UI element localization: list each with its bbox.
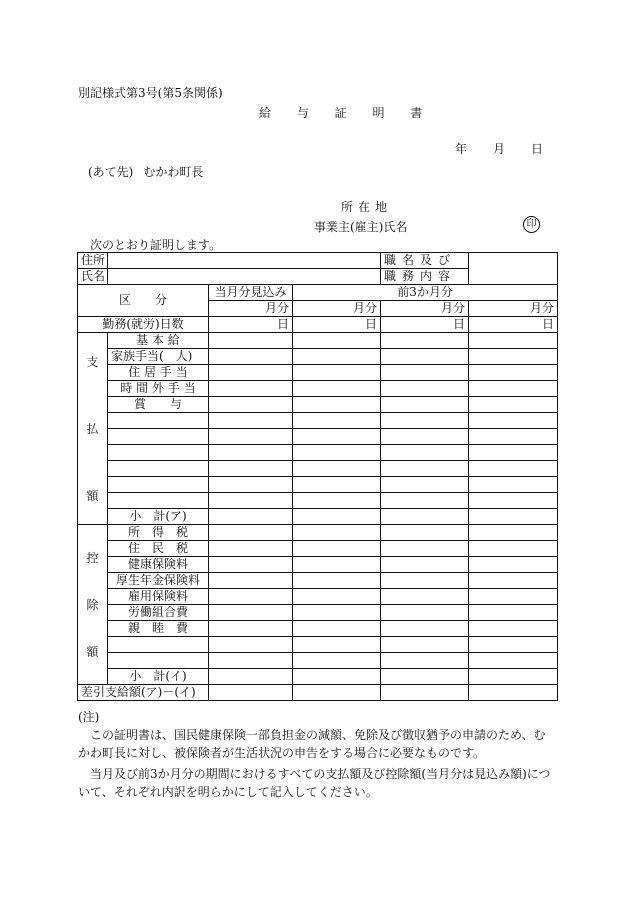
- prev3-header: 前3か月分: [293, 285, 558, 301]
- current-month-header: 当月分見込み: [209, 285, 293, 301]
- addressee-label: (あて先): [88, 165, 134, 179]
- deduction-item-label: 健康保険料: [108, 557, 209, 573]
- deduction-item-label: 雇用保険料: [108, 589, 209, 605]
- payment-row: [78, 381, 558, 397]
- payment-item-label: 賞 与: [108, 397, 209, 413]
- month-unit[interactable]: 月分: [381, 301, 469, 317]
- deduction-row: [78, 637, 558, 653]
- position-field[interactable]: [469, 253, 558, 285]
- payment-row: [78, 413, 558, 429]
- payment-item-label: 家族手当( 人): [108, 349, 209, 365]
- deduction-item-label: 所 得 税: [108, 525, 209, 541]
- certify-statement: 次のとおり証明します。: [90, 238, 222, 252]
- deduction-row: [78, 653, 558, 669]
- date-day-label: 日: [531, 142, 544, 156]
- category-header: 区 分: [78, 285, 209, 317]
- day-unit[interactable]: 日: [469, 317, 558, 333]
- deductions-group-label: 控 除 額: [78, 525, 108, 685]
- payment-row: [78, 493, 558, 509]
- deduction-row: [78, 621, 558, 637]
- payment-row: [78, 429, 558, 445]
- day-unit[interactable]: 日: [209, 317, 293, 333]
- date-year-label: 年: [455, 142, 468, 156]
- payment-subtotal-row: [78, 509, 558, 525]
- payment-row: [78, 349, 558, 365]
- net-pay-row: [78, 685, 558, 701]
- payment-row: [78, 333, 558, 349]
- date-month-label: 月: [493, 142, 506, 156]
- header-row: [78, 285, 558, 301]
- payment-row: [78, 445, 558, 461]
- duties-label: 職務内容: [381, 269, 469, 285]
- payment-item-label: 住 居 手 当: [108, 365, 209, 381]
- deduction-row: [78, 525, 558, 541]
- addressee: [88, 163, 203, 180]
- deduction-item-label: 親 睦 費: [108, 621, 209, 637]
- form-number: 別記様式第3号(第5条関係): [78, 86, 223, 100]
- payment-row: [78, 365, 558, 381]
- payment-row: [78, 477, 558, 493]
- address-field[interactable]: [108, 253, 381, 269]
- month-unit[interactable]: 月分: [293, 301, 381, 317]
- month-unit[interactable]: 月分: [469, 301, 558, 317]
- work-days-row: [78, 317, 558, 333]
- day-unit[interactable]: 日: [293, 317, 381, 333]
- seal-mark: 印: [523, 216, 540, 233]
- issue-date: [455, 140, 543, 157]
- employer-location-label: 所在地: [341, 200, 393, 214]
- note-paragraph: この証明書は、国民健康保険一部負担金の減額、免除及び徴収猶予の申請のため、むかわ町長に対し、被保険者が生活状況の申告をする場合に必要なものです。: [78, 728, 546, 760]
- payment-item-label: 時 間 外 手 当: [108, 381, 209, 397]
- deduction-row: [78, 589, 558, 605]
- deduction-item-label: 労働組合費: [108, 605, 209, 621]
- payment-row: [78, 397, 558, 413]
- document-title: 給 与 証 明 書: [259, 106, 434, 120]
- work-days-label: 勤務(就労)日数: [78, 317, 209, 333]
- deduction-row: [78, 557, 558, 573]
- deduction-item-label: 住 民 税: [108, 541, 209, 557]
- payment-subtotal-label: 小 計(ア): [108, 509, 209, 525]
- addressee-name: むかわ町長: [143, 165, 204, 179]
- month-unit[interactable]: 月分: [209, 301, 293, 317]
- name-label: 氏名: [78, 269, 108, 285]
- deduction-item-label: 厚生年金保険料: [108, 573, 209, 589]
- salary-table: [77, 252, 558, 701]
- address-row: [78, 253, 558, 269]
- position-label: 職名及び: [381, 253, 469, 269]
- payment-row: [78, 461, 558, 477]
- payment-item-label: 基 本 給: [108, 333, 209, 349]
- net-pay-label: 差引支給額(ア)－(イ): [78, 685, 209, 701]
- payments-group-label: 支 払 額: [78, 333, 108, 525]
- deduction-row: [78, 541, 558, 557]
- deduction-row: [78, 573, 558, 589]
- notes-heading: (注): [78, 710, 100, 724]
- name-field[interactable]: [108, 269, 381, 285]
- deduction-row: [78, 605, 558, 621]
- deduction-subtotal-row: [78, 669, 558, 685]
- address-label: 住所: [78, 253, 108, 269]
- employer-name-label: 事業主(雇主)氏名: [314, 220, 408, 234]
- day-unit[interactable]: 日: [381, 317, 469, 333]
- deduction-subtotal-label: 小 計(イ): [108, 669, 209, 685]
- note-paragraph: 当月及び前3か月分の期間におけるすべての支払額及び控除額(当月分は見込み額)について、それぞれ内訳を明らかにして記入してください。: [78, 767, 551, 799]
